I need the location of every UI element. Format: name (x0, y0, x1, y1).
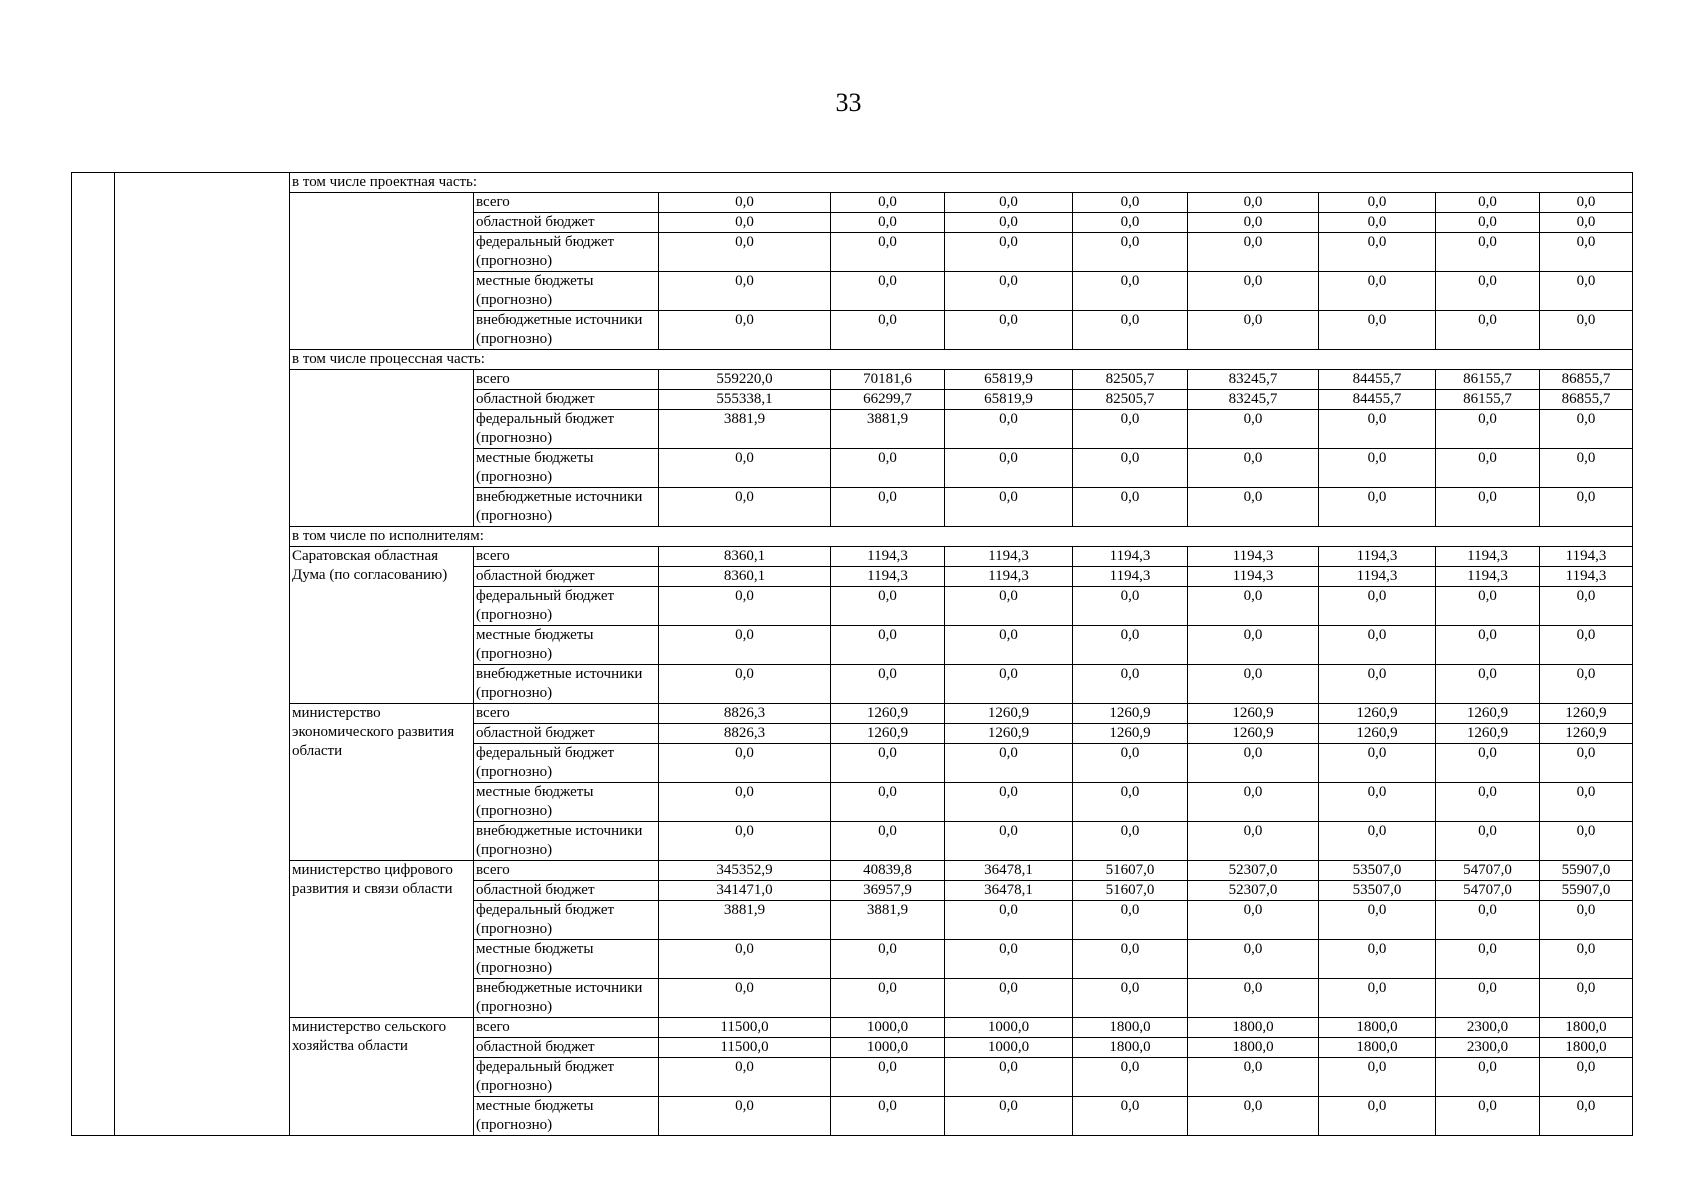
value-cell: 0,0 (831, 233, 945, 272)
value-cell: 0,0 (1073, 626, 1188, 665)
value-cell: 0,0 (1319, 213, 1436, 233)
value-cell: 2300,0 (1436, 1018, 1540, 1038)
value-cell: 0,0 (1188, 213, 1319, 233)
value-cell: 0,0 (945, 213, 1073, 233)
value-cell: 86855,7 (1540, 370, 1633, 390)
funding-source-label: внебюджетные источники (прогнозно) (474, 822, 659, 861)
value-cell: 0,0 (1319, 193, 1436, 213)
value-cell: 1194,3 (1188, 547, 1319, 567)
value-cell: 0,0 (1436, 940, 1540, 979)
value-cell: 1260,9 (1319, 704, 1436, 724)
value-cell: 3881,9 (831, 410, 945, 449)
value-cell: 0,0 (1073, 1058, 1188, 1097)
value-cell: 0,0 (1319, 272, 1436, 311)
value-cell: 86855,7 (1540, 390, 1633, 410)
value-cell: 0,0 (1073, 783, 1188, 822)
value-cell: 0,0 (1073, 665, 1188, 704)
value-cell: 0,0 (831, 744, 945, 783)
value-cell: 0,0 (1319, 311, 1436, 350)
funding-table (71, 172, 1633, 1136)
value-cell: 0,0 (945, 410, 1073, 449)
executor-cell: министерство цифрового развития и связи области (290, 861, 474, 1018)
value-cell: 1194,3 (1540, 547, 1633, 567)
value-cell: 0,0 (1436, 587, 1540, 626)
value-cell: 51607,0 (1073, 861, 1188, 881)
value-cell: 0,0 (1073, 488, 1188, 527)
table-row (72, 861, 1633, 881)
number-column-cell (72, 173, 115, 1136)
value-cell: 1194,3 (1319, 567, 1436, 587)
value-cell: 1194,3 (945, 567, 1073, 587)
value-cell: 0,0 (831, 665, 945, 704)
value-cell: 1260,9 (1073, 724, 1188, 744)
value-cell: 0,0 (1436, 410, 1540, 449)
value-cell: 0,0 (659, 449, 831, 488)
value-cell: 0,0 (831, 1058, 945, 1097)
value-cell: 0,0 (945, 822, 1073, 861)
value-cell: 0,0 (1436, 822, 1540, 861)
table-row (72, 547, 1633, 567)
funding-source-label: всего (474, 1018, 659, 1038)
executor-cell: министерство экономического развития области (290, 704, 474, 861)
value-cell: 1260,9 (1188, 704, 1319, 724)
value-cell: 3881,9 (831, 901, 945, 940)
value-cell: 0,0 (1436, 901, 1540, 940)
value-cell: 0,0 (1436, 979, 1540, 1018)
value-cell: 0,0 (1188, 940, 1319, 979)
value-cell: 1194,3 (1319, 547, 1436, 567)
table-row (72, 370, 1633, 390)
value-cell: 0,0 (659, 233, 831, 272)
value-cell: 0,0 (945, 193, 1073, 213)
funding-source-label: внебюджетные источники (прогнозно) (474, 488, 659, 527)
value-cell: 2300,0 (1436, 1038, 1540, 1058)
value-cell: 0,0 (1436, 744, 1540, 783)
value-cell: 0,0 (831, 272, 945, 311)
value-cell: 1194,3 (831, 547, 945, 567)
page-number: 33 (835, 88, 862, 117)
value-cell: 1260,9 (831, 724, 945, 744)
value-cell: 36478,1 (945, 881, 1073, 901)
value-cell: 0,0 (659, 1097, 831, 1136)
value-cell: 0,0 (1540, 626, 1633, 665)
value-cell: 0,0 (831, 1097, 945, 1136)
value-cell: 0,0 (945, 940, 1073, 979)
value-cell: 36957,9 (831, 881, 945, 901)
value-cell: 0,0 (1436, 783, 1540, 822)
value-cell: 0,0 (1540, 233, 1633, 272)
value-cell: 0,0 (945, 1097, 1073, 1136)
funding-source-label: внебюджетные источники (прогнозно) (474, 979, 659, 1018)
value-cell: 0,0 (1188, 626, 1319, 665)
value-cell: 345352,9 (659, 861, 831, 881)
value-cell: 0,0 (1319, 587, 1436, 626)
value-cell: 0,0 (659, 488, 831, 527)
executor-cell (290, 370, 474, 527)
value-cell: 1260,9 (831, 704, 945, 724)
value-cell: 0,0 (1188, 783, 1319, 822)
value-cell: 0,0 (1188, 979, 1319, 1018)
value-cell: 0,0 (831, 587, 945, 626)
value-cell: 86155,7 (1436, 390, 1540, 410)
value-cell: 0,0 (659, 783, 831, 822)
value-cell: 0,0 (1188, 1097, 1319, 1136)
value-cell: 51607,0 (1073, 881, 1188, 901)
funding-source-label: местные бюджеты (прогнозно) (474, 783, 659, 822)
funding-source-label: федеральный бюджет (прогнозно) (474, 587, 659, 626)
value-cell: 0,0 (1319, 626, 1436, 665)
table-row (72, 193, 1633, 213)
value-cell: 0,0 (1073, 1097, 1188, 1136)
value-cell: 0,0 (831, 822, 945, 861)
value-cell: 0,0 (659, 193, 831, 213)
value-cell: 0,0 (659, 1058, 831, 1097)
value-cell: 54707,0 (1436, 861, 1540, 881)
value-cell: 1260,9 (1073, 704, 1188, 724)
value-cell: 1260,9 (945, 724, 1073, 744)
value-cell: 8826,3 (659, 704, 831, 724)
value-cell: 1000,0 (945, 1038, 1073, 1058)
value-cell: 65819,9 (945, 390, 1073, 410)
value-cell: 0,0 (1319, 783, 1436, 822)
executor-cell (290, 193, 474, 350)
value-cell: 0,0 (1188, 901, 1319, 940)
value-cell: 0,0 (1188, 665, 1319, 704)
value-cell: 0,0 (1540, 783, 1633, 822)
value-cell: 1194,3 (1436, 567, 1540, 587)
section-heading: в том числе проектная часть: (290, 173, 1633, 193)
funding-source-label: всего (474, 547, 659, 567)
value-cell: 0,0 (1073, 193, 1188, 213)
funding-source-label: федеральный бюджет (прогнозно) (474, 744, 659, 783)
value-cell: 83245,7 (1188, 390, 1319, 410)
value-cell: 0,0 (1319, 1097, 1436, 1136)
value-cell: 0,0 (659, 213, 831, 233)
executor-cell: Саратовская областная Дума (по согласованию) (290, 547, 474, 704)
value-cell: 0,0 (1540, 1097, 1633, 1136)
value-cell: 0,0 (1319, 665, 1436, 704)
value-cell: 1194,3 (945, 547, 1073, 567)
funding-source-label: областной бюджет (474, 1038, 659, 1058)
value-cell: 1260,9 (1540, 704, 1633, 724)
value-cell: 341471,0 (659, 881, 831, 901)
name-column-cell (115, 173, 290, 1136)
value-cell: 70181,6 (831, 370, 945, 390)
value-cell: 1194,3 (1188, 567, 1319, 587)
funding-source-label: местные бюджеты (прогнозно) (474, 272, 659, 311)
value-cell: 0,0 (1319, 233, 1436, 272)
executor-cell: министерство сельского хозяйства области (290, 1018, 474, 1136)
value-cell: 0,0 (945, 233, 1073, 272)
value-cell: 0,0 (1540, 410, 1633, 449)
value-cell: 40839,8 (831, 861, 945, 881)
value-cell: 0,0 (1436, 1097, 1540, 1136)
funding-source-label: всего (474, 193, 659, 213)
value-cell: 0,0 (831, 311, 945, 350)
value-cell: 0,0 (1073, 311, 1188, 350)
value-cell: 1260,9 (945, 704, 1073, 724)
value-cell: 0,0 (945, 1058, 1073, 1097)
value-cell: 0,0 (1188, 272, 1319, 311)
value-cell: 0,0 (1540, 272, 1633, 311)
value-cell: 0,0 (659, 272, 831, 311)
value-cell: 36478,1 (945, 861, 1073, 881)
value-cell: 0,0 (1319, 744, 1436, 783)
value-cell: 55907,0 (1540, 861, 1633, 881)
value-cell: 0,0 (1436, 665, 1540, 704)
value-cell: 0,0 (1188, 822, 1319, 861)
funding-source-label: федеральный бюджет (прогнозно) (474, 1058, 659, 1097)
value-cell: 0,0 (1540, 488, 1633, 527)
value-cell: 0,0 (1319, 488, 1436, 527)
value-cell: 8360,1 (659, 547, 831, 567)
funding-source-label: местные бюджеты (прогнозно) (474, 626, 659, 665)
funding-source-label: областной бюджет (474, 567, 659, 587)
value-cell: 0,0 (659, 940, 831, 979)
value-cell: 3881,9 (659, 410, 831, 449)
value-cell: 0,0 (659, 587, 831, 626)
value-cell: 0,0 (945, 783, 1073, 822)
value-cell: 0,0 (945, 272, 1073, 311)
value-cell: 1800,0 (1073, 1038, 1188, 1058)
value-cell: 82505,7 (1073, 390, 1188, 410)
value-cell: 1194,3 (831, 567, 945, 587)
value-cell: 0,0 (831, 940, 945, 979)
value-cell: 0,0 (1540, 587, 1633, 626)
value-cell: 0,0 (1436, 449, 1540, 488)
value-cell: 0,0 (659, 626, 831, 665)
value-cell: 0,0 (831, 979, 945, 1018)
value-cell: 1260,9 (1540, 724, 1633, 744)
value-cell: 0,0 (1319, 410, 1436, 449)
value-cell: 0,0 (831, 193, 945, 213)
value-cell: 0,0 (1073, 822, 1188, 861)
section-heading-row (72, 173, 1633, 193)
value-cell: 0,0 (1319, 901, 1436, 940)
value-cell: 0,0 (1436, 213, 1540, 233)
value-cell: 1260,9 (1188, 724, 1319, 744)
funding-source-label: местные бюджеты (прогнозно) (474, 940, 659, 979)
value-cell: 0,0 (831, 488, 945, 527)
value-cell: 0,0 (1319, 979, 1436, 1018)
value-cell: 0,0 (1073, 233, 1188, 272)
value-cell: 0,0 (1188, 410, 1319, 449)
value-cell: 0,0 (1073, 449, 1188, 488)
value-cell: 0,0 (1188, 449, 1319, 488)
value-cell: 0,0 (945, 449, 1073, 488)
value-cell: 8826,3 (659, 724, 831, 744)
value-cell: 0,0 (945, 311, 1073, 350)
value-cell: 0,0 (1188, 488, 1319, 527)
value-cell: 3881,9 (659, 901, 831, 940)
value-cell: 0,0 (1436, 488, 1540, 527)
value-cell: 0,0 (945, 626, 1073, 665)
value-cell: 84455,7 (1319, 370, 1436, 390)
value-cell: 0,0 (1540, 449, 1633, 488)
value-cell: 0,0 (1073, 587, 1188, 626)
value-cell: 54707,0 (1436, 881, 1540, 901)
section-heading-row (72, 527, 1633, 547)
funding-source-label: областной бюджет (474, 724, 659, 744)
value-cell: 0,0 (1188, 744, 1319, 783)
funding-source-label: внебюджетные источники (прогнозно) (474, 311, 659, 350)
funding-source-label: областной бюджет (474, 881, 659, 901)
value-cell: 55907,0 (1540, 881, 1633, 901)
value-cell: 0,0 (1436, 193, 1540, 213)
value-cell: 1194,3 (1436, 547, 1540, 567)
funding-source-label: местные бюджеты (прогнозно) (474, 449, 659, 488)
funding-source-label: федеральный бюджет (прогнозно) (474, 410, 659, 449)
value-cell: 65819,9 (945, 370, 1073, 390)
value-cell: 0,0 (1436, 272, 1540, 311)
value-cell: 11500,0 (659, 1018, 831, 1038)
value-cell: 1800,0 (1540, 1018, 1633, 1038)
value-cell: 0,0 (945, 901, 1073, 940)
value-cell: 0,0 (1073, 744, 1188, 783)
funding-source-label: всего (474, 861, 659, 881)
value-cell: 1000,0 (831, 1038, 945, 1058)
section-heading: в том числе процессная часть: (290, 350, 1633, 370)
value-cell: 52307,0 (1188, 861, 1319, 881)
value-cell: 66299,7 (831, 390, 945, 410)
table-row (72, 704, 1633, 724)
value-cell: 1260,9 (1436, 724, 1540, 744)
value-cell: 1800,0 (1540, 1038, 1633, 1058)
value-cell: 0,0 (1436, 311, 1540, 350)
funding-source-label: внебюджетные источники (прогнозно) (474, 665, 659, 704)
value-cell: 1800,0 (1073, 1018, 1188, 1038)
value-cell: 82505,7 (1073, 370, 1188, 390)
value-cell: 0,0 (831, 449, 945, 488)
value-cell: 0,0 (1319, 940, 1436, 979)
value-cell: 0,0 (1540, 901, 1633, 940)
funding-source-label: всего (474, 370, 659, 390)
value-cell: 0,0 (831, 626, 945, 665)
value-cell: 1260,9 (1319, 724, 1436, 744)
funding-source-label: всего (474, 704, 659, 724)
value-cell: 8360,1 (659, 567, 831, 587)
value-cell: 0,0 (1188, 193, 1319, 213)
funding-source-label: федеральный бюджет (прогнозно) (474, 233, 659, 272)
value-cell: 0,0 (1188, 311, 1319, 350)
funding-source-label: областной бюджет (474, 390, 659, 410)
value-cell: 0,0 (1436, 626, 1540, 665)
value-cell: 0,0 (659, 822, 831, 861)
value-cell: 1260,9 (1436, 704, 1540, 724)
value-cell: 0,0 (1073, 979, 1188, 1018)
value-cell: 555338,1 (659, 390, 831, 410)
value-cell: 0,0 (1540, 1058, 1633, 1097)
value-cell: 0,0 (1540, 979, 1633, 1018)
value-cell: 0,0 (945, 744, 1073, 783)
value-cell: 0,0 (1073, 213, 1188, 233)
value-cell: 0,0 (945, 488, 1073, 527)
value-cell: 0,0 (945, 587, 1073, 626)
value-cell: 1194,3 (1073, 567, 1188, 587)
value-cell: 1194,3 (1540, 567, 1633, 587)
value-cell: 0,0 (659, 311, 831, 350)
value-cell: 1800,0 (1188, 1038, 1319, 1058)
value-cell: 0,0 (1073, 940, 1188, 979)
value-cell: 0,0 (831, 213, 945, 233)
value-cell: 0,0 (1319, 449, 1436, 488)
value-cell: 83245,7 (1188, 370, 1319, 390)
value-cell: 0,0 (1188, 233, 1319, 272)
value-cell: 0,0 (1319, 822, 1436, 861)
value-cell: 0,0 (1073, 272, 1188, 311)
value-cell: 1194,3 (1073, 547, 1188, 567)
value-cell: 0,0 (1188, 587, 1319, 626)
value-cell: 0,0 (659, 744, 831, 783)
value-cell: 0,0 (1540, 665, 1633, 704)
value-cell: 0,0 (659, 665, 831, 704)
value-cell: 0,0 (945, 665, 1073, 704)
section-heading-row (72, 350, 1633, 370)
value-cell: 0,0 (1436, 233, 1540, 272)
value-cell: 0,0 (659, 979, 831, 1018)
value-cell: 0,0 (1540, 311, 1633, 350)
value-cell: 0,0 (1540, 744, 1633, 783)
value-cell: 0,0 (1188, 1058, 1319, 1097)
value-cell: 0,0 (831, 783, 945, 822)
value-cell: 0,0 (1319, 1058, 1436, 1097)
value-cell: 0,0 (1073, 410, 1188, 449)
funding-source-label: местные бюджеты (прогнозно) (474, 1097, 659, 1136)
value-cell: 1000,0 (945, 1018, 1073, 1038)
value-cell: 1800,0 (1188, 1018, 1319, 1038)
value-cell: 53507,0 (1319, 861, 1436, 881)
value-cell: 0,0 (1540, 213, 1633, 233)
value-cell: 11500,0 (659, 1038, 831, 1058)
value-cell: 1800,0 (1319, 1018, 1436, 1038)
value-cell: 0,0 (1540, 940, 1633, 979)
value-cell: 53507,0 (1319, 881, 1436, 901)
value-cell: 1800,0 (1319, 1038, 1436, 1058)
table-row (72, 1018, 1633, 1038)
value-cell: 559220,0 (659, 370, 831, 390)
funding-source-label: федеральный бюджет (прогнозно) (474, 901, 659, 940)
value-cell: 1000,0 (831, 1018, 945, 1038)
value-cell: 52307,0 (1188, 881, 1319, 901)
value-cell: 0,0 (1073, 901, 1188, 940)
section-heading: в том числе по исполнителям: (290, 527, 1633, 547)
value-cell: 84455,7 (1319, 390, 1436, 410)
value-cell: 0,0 (945, 979, 1073, 1018)
value-cell: 0,0 (1540, 822, 1633, 861)
value-cell: 0,0 (1436, 1058, 1540, 1097)
value-cell: 0,0 (1540, 193, 1633, 213)
funding-source-label: областной бюджет (474, 213, 659, 233)
value-cell: 86155,7 (1436, 370, 1540, 390)
